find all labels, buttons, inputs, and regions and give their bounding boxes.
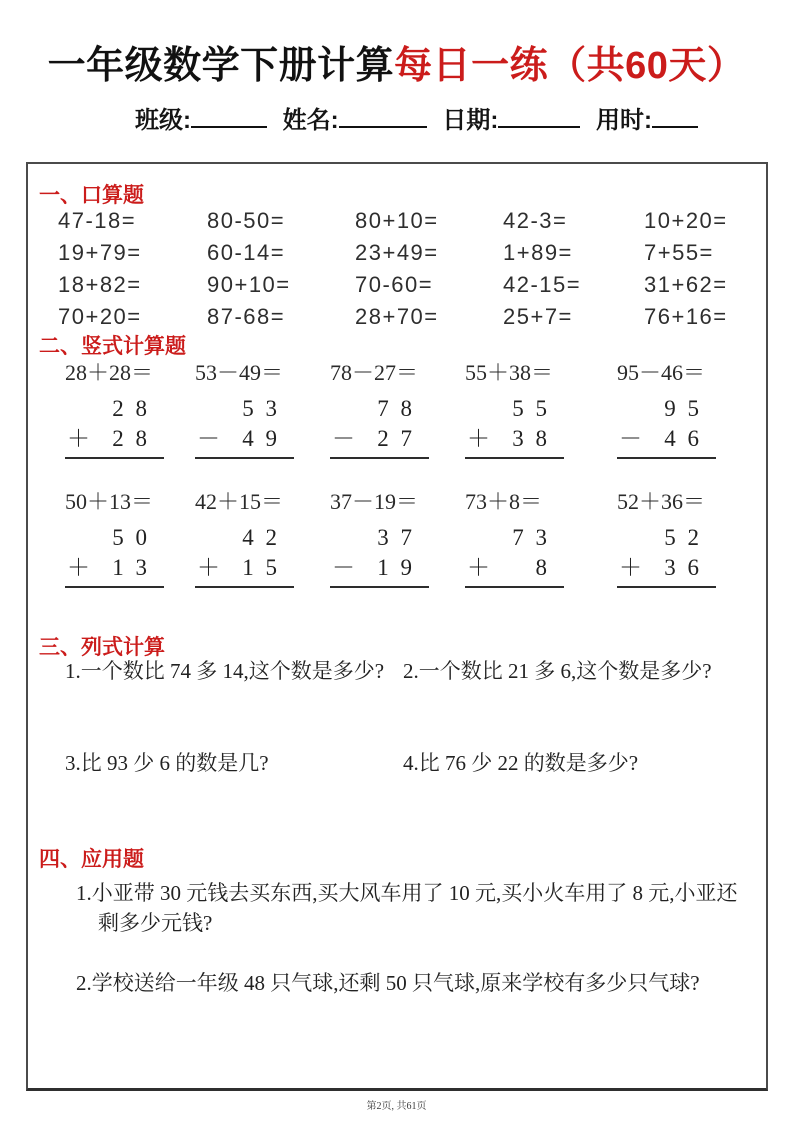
oral-problem: 10+20=	[644, 208, 728, 233]
vertical-problem	[65, 489, 195, 588]
expression-problem: 3.比 93 少 6 的数是几?	[65, 751, 269, 775]
vertical-equation: 95－46＝	[617, 360, 706, 385]
vertical-operator: ＋	[67, 555, 90, 580]
vertical-operator: ＋	[197, 555, 220, 580]
time-label: 用时:	[596, 107, 652, 134]
vertical-workspace	[65, 394, 164, 459]
vertical-operator: ＋	[467, 426, 490, 451]
oral-problem: 1+89=	[503, 240, 573, 265]
oral-problem: 42-15=	[503, 272, 582, 297]
vertical-problems-row-2	[28, 489, 766, 588]
oral-problem: 28+70=	[355, 304, 439, 329]
word-problem: 2.学校送给一年级 48 只气球,还剩 50 只气球,原来学校有多少只气球?	[76, 971, 700, 995]
worksheet-border-box	[26, 162, 768, 1091]
vertical-problem	[465, 360, 617, 459]
expression-problem: 4.比 76 少 22 的数是多少?	[403, 751, 639, 775]
vertical-problem	[465, 489, 617, 588]
vertical-operator: －	[332, 555, 355, 580]
vertical-top-operand: 7 8	[377, 396, 415, 421]
vertical-problem	[65, 360, 195, 459]
vertical-bottom-operand: 1 3	[112, 555, 150, 580]
oral-problem: 87-68=	[207, 304, 286, 329]
date-label: 日期:	[442, 107, 499, 134]
vertical-top-operand: 5 3	[242, 396, 280, 421]
vertical-equation: 78－27＝	[330, 360, 419, 385]
vertical-problem	[617, 489, 766, 588]
vertical-operator: ＋	[619, 555, 642, 580]
oral-problem: 90+10=	[207, 272, 291, 297]
class-blank-line	[191, 102, 267, 128]
vertical-top-operand: 7 3	[512, 525, 550, 550]
expression-problem: 2.一个数比 21 多 6,这个数是多少?	[403, 659, 712, 683]
oral-problem: 70+20=	[58, 304, 142, 329]
section-heading-vertical: 二、竖式计算题	[39, 335, 186, 358]
vertical-operator: －	[332, 426, 355, 451]
vertical-workspace	[465, 394, 564, 459]
name-blank-line	[339, 102, 427, 128]
vertical-workspace	[617, 523, 716, 588]
oral-problem: 80-50=	[207, 208, 286, 233]
vertical-top-operand: 3 7	[377, 525, 415, 550]
vertical-top-operand: 5 5	[512, 396, 550, 421]
class-label: 班级:	[134, 107, 191, 134]
expression-problems-grid	[28, 659, 766, 775]
vertical-operator: ＋	[67, 426, 90, 451]
vertical-workspace	[330, 523, 429, 588]
page-number-footer: 第2页, 共61页	[366, 1101, 427, 1112]
vertical-equation: 52＋36＝	[617, 489, 706, 514]
vertical-equation: 42＋15＝	[195, 489, 284, 514]
vertical-problem	[195, 360, 330, 459]
vertical-operator: ＋	[467, 555, 490, 580]
vertical-equation: 50＋13＝	[65, 489, 154, 514]
oral-problem: 60-14=	[207, 240, 286, 265]
vertical-bottom-operand: 2 7	[377, 426, 415, 451]
vertical-workspace	[465, 523, 564, 588]
oral-problem: 70-60=	[355, 272, 434, 297]
vertical-equation: 53－49＝	[195, 360, 284, 385]
page-title	[0, 34, 793, 89]
vertical-equation: 73＋8＝	[465, 489, 543, 514]
oral-problem: 18+82=	[58, 272, 142, 297]
vertical-equation: 55＋38＝	[465, 360, 554, 385]
vertical-top-operand: 5 0	[112, 525, 150, 550]
word-problem: 1.小亚带 30 元钱去买东西,买大风车用了 10 元,买小火车用了 8 元,小亚还剩多少元钱?	[76, 881, 738, 935]
vertical-operator: －	[619, 426, 642, 451]
vertical-bottom-operand: 4 9	[242, 426, 280, 451]
oral-problem: 23+49=	[355, 240, 439, 265]
vertical-bottom-operand: 1 5	[242, 555, 280, 580]
vertical-bottom-operand: 3 8	[512, 426, 550, 451]
vertical-top-operand: 2 8	[112, 396, 150, 421]
page-title-black: 一年级数学下册计算	[47, 45, 395, 87]
vertical-bottom-operand: 1 9	[377, 555, 415, 580]
vertical-problem	[330, 489, 465, 588]
section-heading-expression: 三、列式计算	[39, 636, 165, 659]
vertical-equation: 37－19＝	[330, 489, 419, 514]
vertical-operator: －	[197, 426, 220, 451]
vertical-workspace	[65, 523, 164, 588]
oral-problem: 80+10=	[355, 208, 439, 233]
vertical-top-operand: 5 2	[664, 525, 702, 550]
vertical-problem	[617, 360, 766, 459]
oral-problems-grid	[28, 205, 766, 333]
oral-problem: 42-3=	[503, 208, 568, 233]
page-title-red: 每日一练（共60天）	[394, 45, 746, 87]
oral-problem: 7+55=	[644, 240, 714, 265]
time-blank-line	[652, 102, 698, 128]
vertical-bottom-operand: 2 8	[112, 426, 150, 451]
vertical-workspace	[195, 523, 294, 588]
vertical-equation: 28＋28＝	[65, 360, 154, 385]
vertical-problems-row-1	[28, 360, 766, 459]
vertical-problem	[195, 489, 330, 588]
vertical-workspace	[617, 394, 716, 459]
name-label: 姓名:	[282, 107, 339, 134]
date-blank-line	[498, 102, 580, 128]
vertical-bottom-operand: 3 6	[664, 555, 702, 580]
student-info-line	[0, 100, 793, 135]
oral-problem: 19+79=	[58, 240, 142, 265]
vertical-bottom-operand: 4 6	[664, 426, 702, 451]
vertical-problem	[330, 360, 465, 459]
vertical-bottom-operand: 8	[535, 555, 550, 580]
vertical-workspace	[330, 394, 429, 459]
oral-problem: 31+62=	[644, 272, 728, 297]
vertical-top-operand: 4 2	[242, 525, 280, 550]
expression-problem: 1.一个数比 74 多 14,这个数是多少?	[65, 659, 385, 683]
section-heading-word: 四、应用题	[39, 848, 144, 871]
section-heading-oral: 一、口算题	[39, 184, 144, 207]
oral-problem: 25+7=	[503, 304, 573, 329]
vertical-workspace	[195, 394, 294, 459]
oral-problem: 76+16=	[644, 304, 728, 329]
vertical-top-operand: 9 5	[664, 396, 702, 421]
oral-problem: 47-18=	[58, 208, 137, 233]
